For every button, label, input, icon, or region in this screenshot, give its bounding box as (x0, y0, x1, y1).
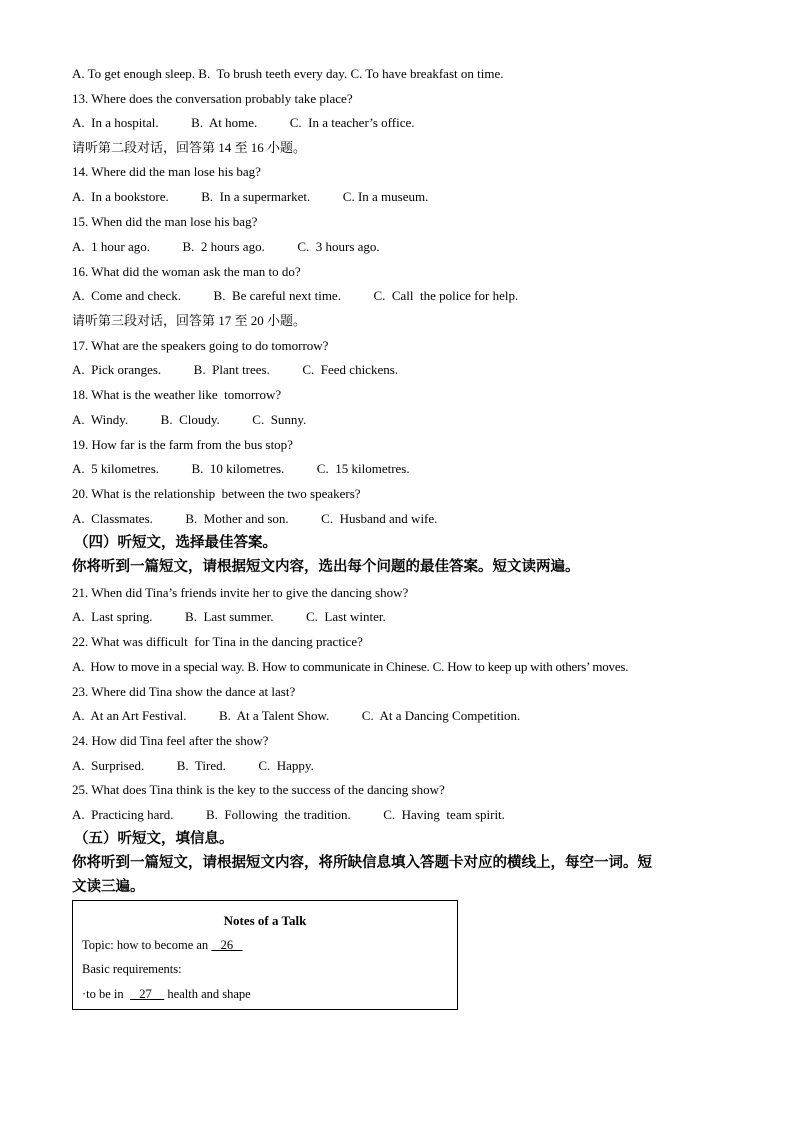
options-22: A. How to move in a special way. B. How to communicate in Chinese. C. How to keep up with others’ moves. (72, 659, 629, 674)
options-13: A. In a hospital. B. At home. C. In a teacher’s office. (72, 115, 415, 130)
question-23: 23. Where did Tina show the dance at last? (72, 684, 296, 699)
dialogue-2-instruction: 请听第二段对话，回答第 14 至 16 小题。 (72, 140, 307, 155)
question-17: 17. What are the speakers going to do tomorrow? (72, 338, 329, 353)
options-25: A. Practicing hard. B. Following the tradition. C. Having team spirit. (72, 807, 505, 822)
notes-box (72, 900, 458, 1010)
blank-27: 27 (129, 987, 165, 1001)
options-18: A. Windy. B. Cloudy. C. Sunny. (72, 412, 307, 427)
question-20: 20. What is the relationship between the two speakers? (72, 486, 361, 501)
options-16: A. Come and check. B. Be careful next time. C. Call the police for help. (72, 288, 519, 303)
question-line-a12: A. To get enough sleep. B. To brush teeth every day. C. To have breakfast on time. (72, 66, 504, 81)
question-21: 21. When did Tina’s friends invite her to give the dancing show? (72, 585, 409, 600)
options-15: A. 1 hour ago. B. 2 hours ago. C. 3 hours ago. (72, 239, 380, 254)
options-23: A. At an Art Festival. B. At a Talent Show. C. At a Dancing Competition. (72, 708, 521, 723)
options-17: A. Pick oranges. B. Plant trees. C. Feed chickens. (72, 362, 399, 377)
notes-requirement-1 (82, 987, 251, 1002)
notes-requirements-label: Basic requirements: (82, 962, 182, 976)
options-20: A. Classmates. B. Mother and son. C. Husband and wife. (72, 511, 438, 526)
section-4-instruction: 你将听到一篇短文，请根据短文内容，选出每个问题的最佳答案。短文读两遍。 (72, 559, 580, 575)
options-14: A. In a bookstore. B. In a supermarket. C. In a museum. (72, 189, 429, 204)
req1-prefix: ·to be in (82, 987, 130, 1001)
dialogue-3-instruction: 请听第三段对话，回答第 17 至 20 小题。 (72, 313, 307, 328)
blank-26: 26 (211, 938, 243, 952)
topic-prefix: Topic: how to become an (82, 938, 212, 952)
options-24: A. Surprised. B. Tired. C. Happy. (72, 758, 314, 773)
question-18: 18. What is the weather like tomorrow? (72, 387, 282, 402)
question-24: 24. How did Tina feel after the show? (72, 733, 269, 748)
notes-title: Notes of a Talk (223, 913, 307, 928)
req1-suffix: health and shape (164, 987, 251, 1001)
question-14: 14. Where did the man lose his bag? (72, 164, 261, 179)
options-19: A. 5 kilometres. B. 10 kilometres. C. 15 kilometres. (72, 461, 410, 476)
question-19: 19. How far is the farm from the bus stop? (72, 437, 293, 452)
question-16: 16. What did the woman ask the man to do? (72, 264, 301, 279)
section-4-title: （四）听短文，选择最佳答案。 (74, 535, 277, 551)
question-25: 25. What does Tina think is the key to the success of the dancing show? (72, 782, 445, 797)
options-21: A. Last spring. B. Last summer. C. Last winter. (72, 609, 386, 624)
question-22: 22. What was difficult for Tina in the dancing practice? (72, 634, 363, 649)
section-5-instruction-2: 文读三遍。 (72, 879, 145, 895)
section-5-title: （五）听短文，填信息。 (74, 831, 234, 847)
question-13: 13. Where does the conversation probably take place? (72, 91, 353, 106)
section-5-instruction-1: 你将听到一篇短文，请根据短文内容，将所缺信息填入答题卡对应的横线上，每空一词。短 (72, 855, 652, 871)
question-15: 15. When did the man lose his bag? (72, 214, 258, 229)
notes-topic (82, 938, 243, 953)
